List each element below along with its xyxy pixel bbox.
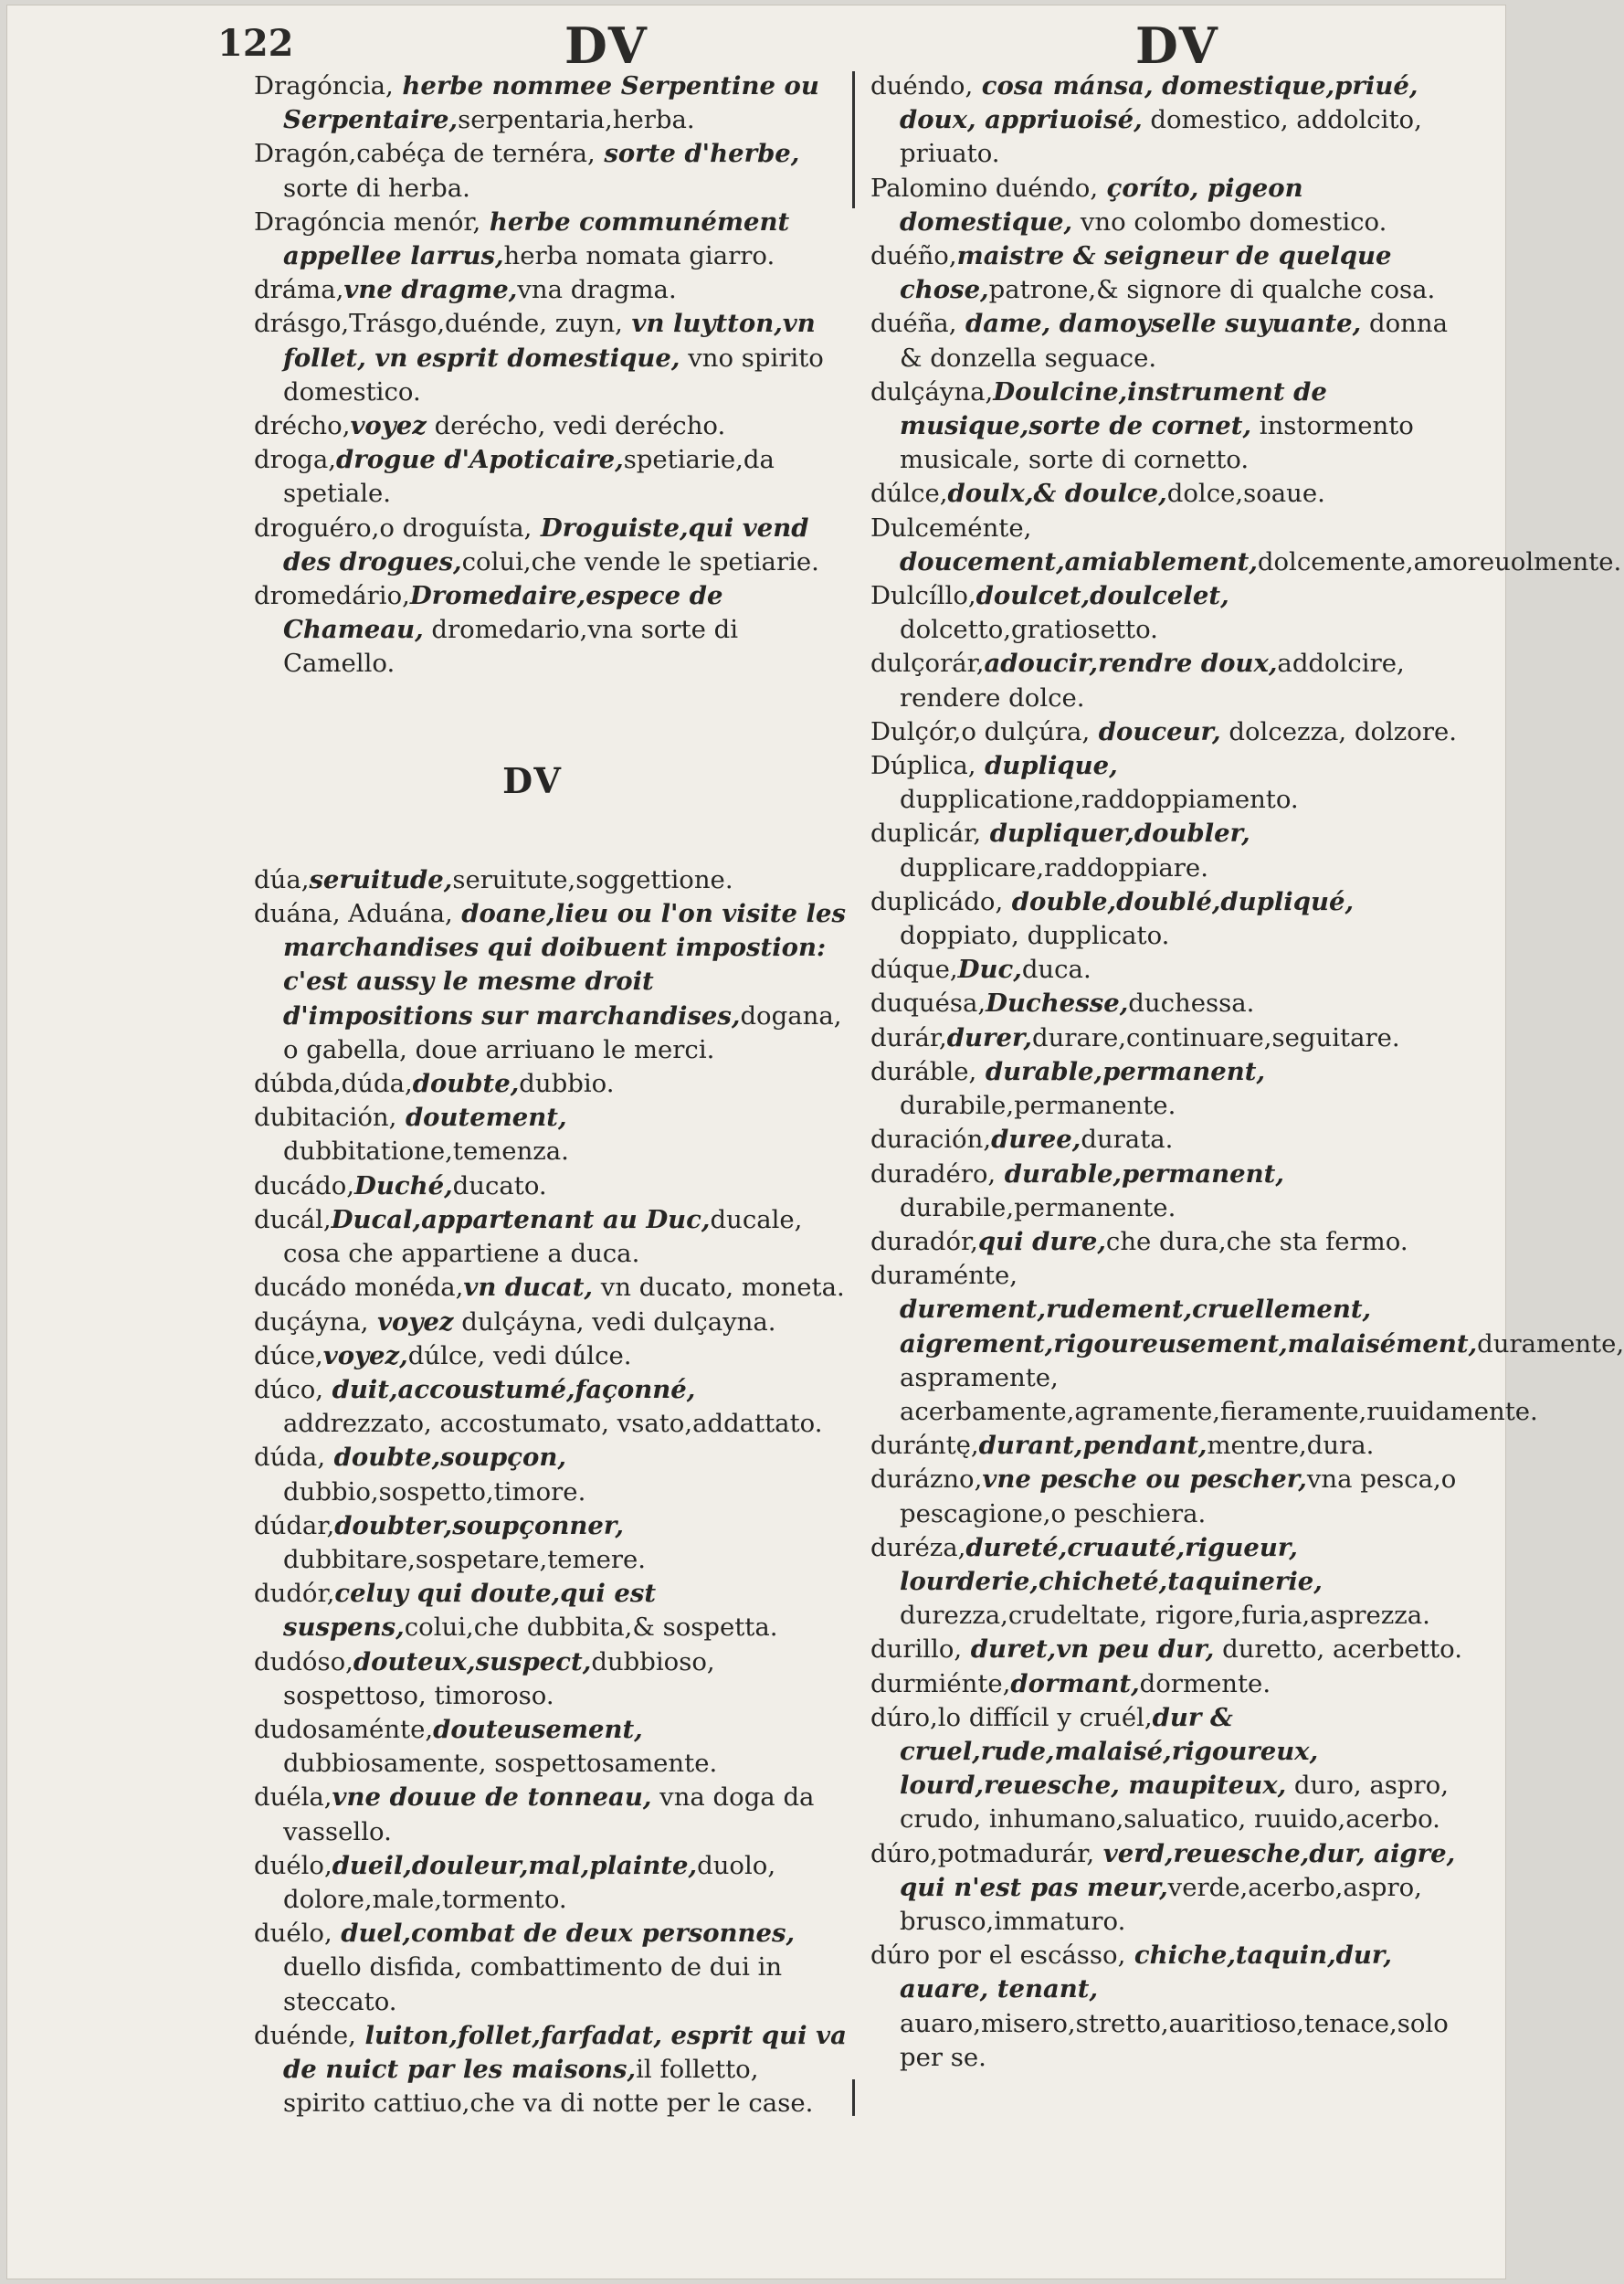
italian-gloss: vn ducato, moneta.: [592, 1273, 845, 1303]
dictionary-entry: [254, 1645, 848, 1713]
french-gloss: duret,vn peu dur,: [962, 1634, 1215, 1665]
french-gloss: double,doublé,dupliqué,: [1003, 886, 1355, 916]
dictionary-entry: [870, 1055, 1478, 1123]
dictionary-entry: [254, 273, 848, 307]
italian-gloss: durare,continuare,seguitare.: [1032, 1022, 1400, 1052]
french-gloss: voyez,: [322, 1340, 408, 1370]
french-gloss: durant,pendant,: [978, 1431, 1207, 1461]
headword: dulçáyna,: [870, 376, 994, 407]
italian-gloss: che dura,che sta fermo.: [1105, 1226, 1408, 1256]
italian-gloss: addrezzato, accostumato, vsato,addattato.: [283, 1409, 823, 1439]
french-gloss: durable,permanent,: [996, 1158, 1284, 1189]
italian-gloss: serpentaria,herba.: [458, 105, 695, 135]
page-header: [7, 16, 1505, 77]
french-gloss: Dromedaire,espece de Chameau,: [283, 581, 723, 645]
dictionary-entry: [254, 1306, 848, 1339]
italian-gloss: mentre,dura.: [1207, 1431, 1375, 1461]
dictionary-entry: [870, 953, 1478, 987]
dictionary-entry: [870, 1021, 1478, 1055]
dictionary-entry: [254, 579, 848, 682]
headword: dudóso,: [254, 1646, 353, 1676]
dictionary-entry: [870, 477, 1478, 511]
italian-gloss: dogana, o gabella, doue arriuano le merci.: [283, 1000, 842, 1064]
french-gloss: duel,combat de deux personnes,: [332, 1919, 796, 1949]
dictionary-entry: [870, 817, 1478, 884]
headword: Palomino duéndo,: [870, 173, 1099, 203]
italian-gloss: duello disfida, combattimento de dui in steccato.: [283, 1952, 783, 2016]
french-gloss: durement,rudement,cruellement, aigrement,rigoureusement,malaisément,: [900, 1295, 1478, 1359]
dictionary-entry: [254, 2019, 848, 2121]
dictionary-entry: [870, 1123, 1478, 1157]
dictionary-entry: [870, 1633, 1478, 1666]
headword: durántę,: [870, 1431, 979, 1461]
italian-gloss: vno spirito domestico.: [283, 343, 824, 407]
italian-gloss: dúlce, vedi dúlce.: [407, 1340, 632, 1370]
dictionary-entry: [870, 1939, 1478, 2075]
dictionary-entry: [870, 1667, 1478, 1701]
french-gloss: voyez: [368, 1306, 454, 1337]
headword: duraménte,: [870, 1261, 1018, 1291]
dictionary-entry: [254, 1441, 848, 1508]
italian-gloss: duramente, aspramente, acerbamente,agramente,fieramente,ruuidamente.: [900, 1328, 1624, 1426]
dictionary-entry: [254, 137, 848, 205]
italian-gloss: duchessa.: [1128, 989, 1255, 1019]
headword: dúque,: [870, 955, 958, 985]
italian-gloss: duro, aspro, crudo, inhumano,saluatico, ruuido,acerbo.: [900, 1771, 1449, 1835]
french-gloss: duplique,: [975, 751, 1118, 781]
italian-gloss: domestico, addolcito, priuato.: [900, 105, 1422, 169]
french-gloss: dame, damoyselle suyuante,: [956, 309, 1362, 339]
italian-gloss: dubbiosamente, sospettosamente.: [283, 1749, 718, 1779]
italian-gloss: dubbitatione,temenza.: [283, 1137, 569, 1167]
headword: ducádo,: [254, 1170, 355, 1200]
french-gloss: douteux,suspect,: [353, 1646, 592, 1676]
entry-list-bottom: [254, 863, 848, 2121]
dictionary-entry: [254, 863, 848, 897]
dictionary-entry: [254, 1781, 848, 1848]
italian-gloss: duolo, dolore,male,tormento.: [283, 1850, 776, 1914]
french-gloss: vne dragme,: [343, 275, 518, 305]
dictionary-entry: [870, 715, 1478, 749]
french-gloss: douceur,: [1090, 716, 1221, 746]
section-heading: DV: [502, 759, 563, 801]
french-gloss: voyez: [350, 411, 427, 441]
dictionary-entry: [870, 172, 1478, 239]
dictionary-entry: [254, 1203, 848, 1271]
headword: dúco,: [254, 1374, 324, 1404]
italian-gloss: vna dragma.: [517, 275, 677, 305]
dictionary-entry: [870, 512, 1622, 579]
dictionary-entry: [870, 1701, 1478, 1837]
french-gloss: adoucir,rendre doux,: [984, 649, 1278, 679]
headword: durár,: [870, 1022, 947, 1052]
dictionary-entry: [870, 749, 1478, 817]
dictionary-entry: [254, 1067, 848, 1101]
headword: Dragóncia,: [254, 71, 394, 100]
french-gloss: celuy qui doute,qui est suspens,: [283, 1579, 657, 1643]
italian-gloss: duca.: [1021, 955, 1091, 985]
book-page: [7, 5, 1624, 2279]
headword: duréza,: [870, 1532, 966, 1562]
headword: duración,: [870, 1125, 992, 1155]
italian-gloss: durabile,permanente.: [900, 1192, 1176, 1222]
headword: duéño,: [870, 241, 957, 271]
headword: durillo,: [870, 1634, 963, 1665]
dictionary-entry: [870, 1259, 1624, 1429]
italian-gloss: derécho, vedi derécho.: [426, 411, 726, 441]
headword: droguéro,o droguísta,: [254, 513, 533, 543]
headword: duélo,: [254, 1850, 332, 1880]
dictionary-entry: [870, 375, 1478, 478]
italian-gloss: durabile,permanente.: [900, 1091, 1176, 1121]
italian-gloss: colui,che vende le spetiarie.: [461, 546, 819, 576]
italian-gloss: dolce,soaue.: [1166, 479, 1325, 509]
italian-gloss: dubbio.: [519, 1069, 615, 1099]
headword: duráble,: [870, 1056, 977, 1086]
headword: dúdar,: [254, 1510, 335, 1540]
headword: dúa,: [254, 864, 310, 894]
french-gloss: Doulcine,instrument de musique,sorte de cornet,: [900, 376, 1327, 441]
french-gloss: Duché,: [354, 1170, 453, 1200]
italian-gloss: ducato.: [452, 1170, 547, 1200]
headword: duána, Aduána,: [254, 899, 453, 929]
italian-gloss: dubbitare,sospetare,temere.: [283, 1544, 647, 1574]
french-gloss: chiche,taquin,dur, auare, tenant,: [900, 1940, 1392, 2004]
italian-gloss: doppiato, dupplicato.: [900, 921, 1170, 951]
headword: Dúplica,: [870, 751, 976, 781]
headword: droga,: [254, 445, 337, 475]
headword: drécho,: [254, 411, 351, 441]
page-number: 122: [217, 22, 294, 65]
headword: dubitación,: [254, 1103, 397, 1133]
dictionary-entry: [254, 409, 848, 443]
italian-gloss: durata.: [1081, 1125, 1174, 1155]
headword: ducál,: [254, 1204, 332, 1234]
french-gloss: vne pesche ou pescher,: [982, 1465, 1307, 1495]
italian-gloss: vno colombo domestico.: [1072, 206, 1387, 237]
dictionary-entry: [870, 307, 1478, 375]
french-gloss: doane,lieu ou l'on visite les marchandises qui doibuent impostion: c'est aussy le mesme droit d'impositions sur marchandises,: [283, 899, 846, 1031]
french-gloss: dureté,cruauté,rigueur, lourderie,chicheté,taquinerie,: [900, 1532, 1323, 1596]
french-gloss: herbe nommee Serpentine ou Serpentaire,: [283, 71, 819, 135]
italian-gloss: seruitute,soggettione.: [452, 864, 733, 894]
italian-gloss: dolcezza, dolzore.: [1220, 716, 1458, 746]
french-gloss: verd,reuesche,dur, aigre, qui n'est pas meur,: [900, 1838, 1456, 1902]
french-gloss: çoríto, pigeon domestique,: [900, 173, 1303, 237]
headword: ducádo monéda,: [254, 1273, 464, 1303]
headword: duplicádo,: [870, 886, 1004, 916]
french-gloss: qui dure,: [977, 1226, 1106, 1256]
french-gloss: doulx,& doulce,: [947, 479, 1167, 509]
dictionary-entry: [254, 512, 848, 579]
dictionary-entry: [254, 1849, 848, 1917]
dictionary-entry: [870, 647, 1478, 714]
headword: duénde,: [254, 2020, 356, 2050]
column-rule-bottom: [852, 2079, 855, 2116]
headword: durmiénte,: [870, 1668, 1011, 1698]
french-gloss: herbe communément appellee larrus,: [283, 206, 790, 271]
french-gloss: seruitude,: [309, 864, 453, 894]
right-column: [870, 69, 1624, 2075]
headword: duéla,: [254, 1782, 332, 1813]
italian-gloss: dormente.: [1139, 1668, 1271, 1698]
italian-gloss: herba nomata giarro.: [503, 241, 775, 271]
french-gloss: dormant,: [1010, 1668, 1140, 1698]
headword: dromedário,: [254, 581, 410, 611]
french-gloss: Ducal,appartenant au Duc,: [331, 1204, 711, 1234]
italian-gloss: dupplicatione,raddoppiamento.: [900, 785, 1299, 815]
italian-gloss: spetiarie,da spetiale.: [283, 445, 775, 509]
headword: dúro,lo diffícil y cruél,: [870, 1702, 1153, 1732]
headword: dúlce,: [870, 479, 948, 509]
dictionary-entry: [870, 987, 1478, 1020]
entry-list-top: [254, 69, 848, 682]
dictionary-entry: [254, 1271, 848, 1305]
dictionary-entry: [870, 1225, 1478, 1259]
italian-gloss: dulçáyna, vedi dulçayna.: [453, 1306, 776, 1337]
headword: Dragón,cabéça de ternéra,: [254, 139, 596, 169]
french-gloss: vn luytton,vn follet, vn esprit domestique,: [283, 309, 816, 373]
dictionary-entry: [254, 206, 848, 273]
dictionary-entry: [254, 307, 848, 409]
dictionary-entry: [870, 1837, 1478, 1940]
french-gloss: durer,: [946, 1022, 1033, 1052]
headword: drásgo,Trásgo,duénde, zuyn,: [254, 309, 623, 339]
french-gloss: vn ducat,: [463, 1273, 593, 1303]
italian-gloss: dubbioso, sospettoso, timoroso.: [283, 1646, 715, 1710]
italian-gloss: durezza,crudeltate, rigore,furia,asprezza.: [900, 1601, 1430, 1631]
headword: Dulceménte,: [870, 513, 1032, 543]
headword: duradór,: [870, 1226, 978, 1256]
french-gloss: doubter,soupçonner,: [334, 1510, 624, 1540]
headword: dudór,: [254, 1579, 335, 1609]
dictionary-entry: [870, 1463, 1478, 1530]
entry-list-right: [870, 69, 1624, 2075]
french-gloss: Duchesse,: [986, 989, 1129, 1019]
italian-gloss: colui,che dubbita,& sospetta.: [404, 1613, 778, 1643]
french-gloss: doubte,: [412, 1069, 520, 1099]
italian-gloss: patrone,& signore di qualche cosa.: [988, 275, 1436, 305]
italian-gloss: sorte di herba.: [283, 173, 470, 203]
headword: dúbda,dúda,: [254, 1069, 413, 1099]
french-gloss: duit,accoustumé,façonné,: [323, 1374, 696, 1404]
headword: dráma,: [254, 275, 344, 305]
headword: duradéro,: [870, 1158, 997, 1189]
headword: duélo,: [254, 1919, 332, 1949]
french-gloss: Droguiste,qui vend des drogues,: [283, 513, 809, 576]
dictionary-entry: [254, 1917, 848, 2019]
italian-gloss: ducale, cosa che appartiene a duca.: [283, 1204, 803, 1269]
french-gloss: doubte,soupçon,: [325, 1443, 566, 1473]
headword: dúda,: [254, 1443, 326, 1473]
italian-gloss: addolcire, rendere dolce.: [900, 649, 1405, 713]
headword: duçáyna,: [254, 1306, 369, 1337]
dictionary-entry: [254, 1509, 848, 1577]
headword: duéndo,: [870, 71, 974, 100]
headword: dudosaménte,: [254, 1714, 434, 1744]
french-gloss: doulcet,doulcelet,: [975, 581, 1229, 611]
french-gloss: doucement,amiablement,: [900, 546, 1258, 576]
french-gloss: doutement,: [396, 1103, 567, 1133]
french-gloss: luiton,follet,farfadat, esprit qui va de nuict par les maisons,: [283, 2020, 847, 2084]
running-head-right: DV: [1135, 16, 1219, 75]
left-column: [254, 69, 848, 2120]
italian-gloss: auaro,misero,stretto,auaritioso,tenace,solo per se.: [900, 2008, 1449, 2072]
french-gloss: duree,: [991, 1125, 1081, 1155]
italian-gloss: vna pesca,o pescagione,o peschiera.: [900, 1465, 1457, 1528]
french-gloss: cosa mánsa, domestique,priué, doux, appriuoisé,: [900, 71, 1418, 135]
dictionary-entry: [870, 579, 1478, 647]
italian-gloss: il folletto, spirito cattiuo,che va di notte per le case.: [283, 2054, 814, 2119]
dictionary-entry: [254, 897, 848, 1067]
dictionary-entry: [254, 1339, 848, 1373]
headword: dúro por el escásso,: [870, 1940, 1126, 1971]
french-gloss: sorte d'herbe,: [595, 139, 800, 169]
headword: dulçorár,: [870, 649, 985, 679]
running-head-left: DV: [564, 16, 649, 75]
headword: Dulçór,o dulçúra,: [870, 716, 1091, 746]
dictionary-entry: [254, 1373, 848, 1441]
dictionary-entry: [870, 1429, 1478, 1463]
french-gloss: drogue d'Apoticaire,: [336, 445, 624, 475]
italian-gloss: dolcetto,gratiosetto.: [900, 615, 1158, 645]
french-gloss: vne douue de tonneau,: [332, 1782, 652, 1813]
italian-gloss: dromedario,vna sorte di Camello.: [283, 615, 738, 679]
italian-gloss: instormento musicale, sorte di cornetto.: [900, 411, 1414, 475]
french-gloss: durable,permanent,: [976, 1056, 1266, 1086]
dictionary-entry: [870, 69, 1478, 172]
dictionary-entry: [870, 885, 1478, 953]
french-gloss: dupliquer,doubler,: [981, 819, 1250, 849]
italian-gloss: dupplicare,raddoppiare.: [900, 852, 1208, 883]
italian-gloss: donna & donzella seguace.: [900, 309, 1448, 373]
headword: Dulcíllo,: [870, 581, 976, 611]
headword: duquésa,: [870, 989, 986, 1019]
headword: Dragóncia menór,: [254, 206, 481, 237]
french-gloss: maistre & seigneur de quelque chose,: [900, 241, 1392, 305]
dictionary-entry: [254, 1101, 848, 1168]
french-gloss: dur & cruel,rude,malaisé,rigoureux, lourd,reuesche, maupiteux,: [900, 1702, 1319, 1801]
headword: dúce,: [254, 1340, 323, 1370]
headword: durázno,: [870, 1465, 983, 1495]
dictionary-entry: [254, 1577, 848, 1644]
italian-gloss: dolcemente,amoreuolmente.: [1257, 546, 1622, 576]
dictionary-entry: [870, 239, 1478, 307]
dictionary-entry: [254, 1169, 848, 1203]
dictionary-entry: [254, 69, 848, 137]
column-rule-top: [852, 71, 855, 208]
headword: dúro,potmadurár,: [870, 1838, 1095, 1868]
dictionary-entry: [254, 1713, 848, 1781]
italian-gloss: dubbio,sospetto,timore.: [283, 1476, 586, 1507]
italian-gloss: verde,acerbo,aspro, brusco,immaturo.: [900, 1872, 1422, 1936]
french-gloss: dueil,douleur,mal,plainte,: [332, 1850, 698, 1880]
headword: duplicár,: [870, 819, 982, 849]
headword: duéña,: [870, 309, 957, 339]
italian-gloss: vna doga da vassello.: [283, 1782, 815, 1846]
dictionary-entry: [870, 1158, 1478, 1225]
dictionary-entry: [254, 443, 848, 511]
french-gloss: douteusement,: [433, 1714, 643, 1744]
italian-gloss: duretto, acerbetto.: [1214, 1634, 1462, 1665]
dictionary-entry: [870, 1531, 1478, 1634]
french-gloss: Duc,: [957, 955, 1022, 985]
